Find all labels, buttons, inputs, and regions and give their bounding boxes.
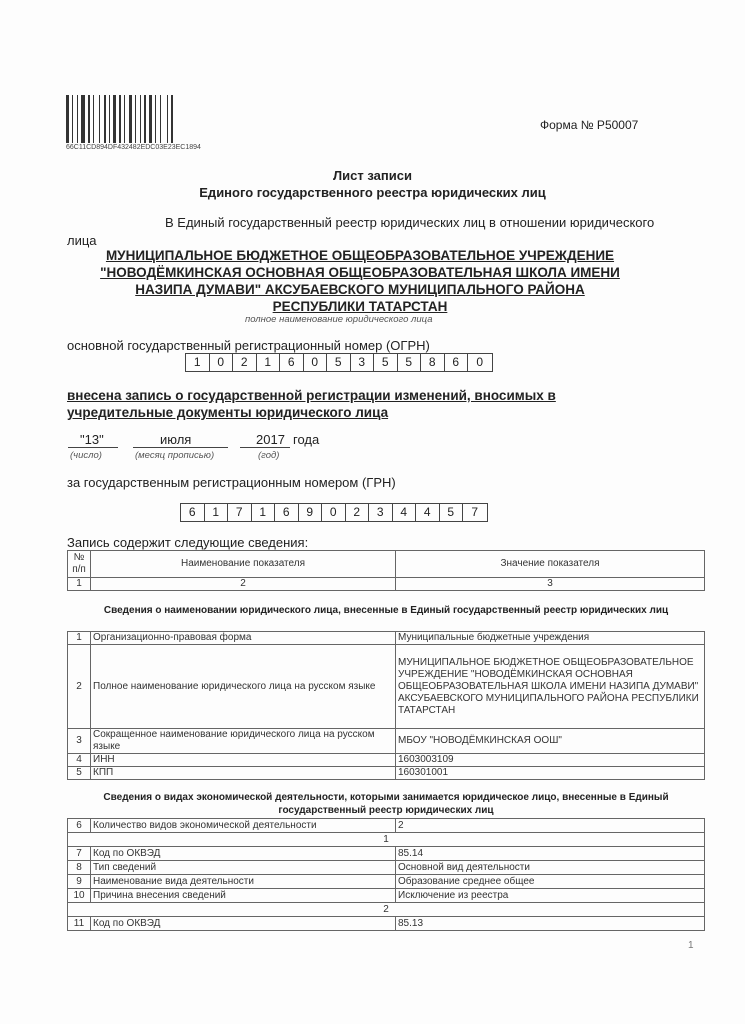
grn-digit: 4	[416, 504, 440, 521]
grn-digit: 4	[393, 504, 417, 521]
row-name: КПП	[91, 767, 396, 780]
row-value: Муниципальные бюджетные учреждения	[396, 632, 705, 645]
barcode-bar	[107, 95, 108, 143]
table-row	[68, 767, 705, 780]
grn-label: за государственным регистрационным номером (ГРН)	[67, 475, 396, 490]
ogrn-digit: 0	[210, 354, 234, 371]
barcode-bar	[74, 95, 76, 143]
barcode-bar	[66, 95, 69, 143]
grn-digit: 7	[228, 504, 252, 521]
row-name: Причина внесения сведений	[91, 889, 396, 903]
date-month-hint: (месяц прописью)	[135, 450, 215, 461]
barcode-bar	[101, 95, 103, 143]
row-number: 6	[68, 819, 91, 833]
col-index: 3	[396, 578, 705, 591]
ogrn-digit: 8	[421, 354, 445, 371]
row-value: Образование среднее общее	[396, 875, 705, 889]
barcode-bar	[174, 95, 177, 143]
table-row	[68, 754, 705, 767]
barcode-bar	[109, 95, 110, 143]
row-value: 2	[396, 819, 705, 833]
doc-subtitle: Единого государственного реестра юридических лиц	[199, 185, 546, 200]
grn-digit: 3	[369, 504, 393, 521]
row-name: Полное наименование юридического лица на русском языке	[91, 645, 396, 729]
ogrn-digit: 3	[351, 354, 375, 371]
barcode-bar	[122, 95, 123, 143]
barcode-bar	[88, 95, 90, 143]
row-name: Код по ОКВЭД	[91, 917, 396, 931]
intro-text: В Единый государственный реестр юридических лиц в отношении юридического	[165, 215, 655, 230]
contains-label: Запись содержит следующие сведения:	[67, 535, 309, 550]
date-suffix: года	[293, 432, 320, 447]
row-value: МУНИЦИПАЛЬНОЕ БЮДЖЕТНОЕ ОБЩЕОБРАЗОВАТЕЛЬНОЕ УЧРЕЖДЕНИЕ "НОВОДЁМКИНСКАЯ ОСНОВНАЯ ОБЩЕОБРАЗОВАТЕЛЬНАЯ ШКОЛА ИМЕНИ НАЗИПА ДУМАВИ" АКСУБАЕВСКОГО МУНИЦИПАЛЬНОГО РАЙОНА РЕСПУБЛИКИ ТАТАРСТАН	[396, 645, 705, 729]
barcode-bar	[140, 95, 141, 143]
col-index: 2	[91, 578, 396, 591]
ogrn-digit: 1	[257, 354, 281, 371]
col-value: Значение показателя	[396, 551, 705, 578]
barcode-bar	[81, 95, 85, 143]
table-row	[68, 861, 705, 875]
row-number: 2	[68, 645, 91, 729]
ogrn-digit: 5	[374, 354, 398, 371]
row-value: Основной вид деятельности	[396, 861, 705, 875]
grn-digit: 1	[205, 504, 229, 521]
date-day-hint: (число)	[70, 450, 102, 461]
doc-title: Лист записи	[333, 168, 412, 183]
ogrn-digit: 2	[233, 354, 257, 371]
name-table	[67, 631, 705, 780]
row-number: 7	[68, 847, 91, 861]
barcode-bar	[93, 95, 94, 143]
row-value: 160301001	[396, 767, 705, 780]
row-number: 11	[68, 917, 91, 931]
barcode-bar	[77, 95, 78, 143]
barcode-text: 66C11CD894DF432482EDC03E23EC1894	[66, 144, 201, 151]
ogrn-digit: 0	[304, 354, 328, 371]
barcode-bar	[104, 95, 106, 143]
barcode	[66, 95, 216, 143]
barcode-bar	[129, 95, 132, 143]
barcode-bar	[167, 95, 168, 143]
table-row	[68, 875, 705, 889]
row-name: Код по ОКВЭД	[91, 847, 396, 861]
row-name: Тип сведений	[91, 861, 396, 875]
entity-name-line: МУНИЦИПАЛЬНОЕ БЮДЖЕТНОЕ ОБЩЕОБРАЗОВАТЕЛЬНОЕ УЧРЕЖДЕНИЕ	[105, 248, 615, 263]
table-row	[68, 632, 705, 645]
barcode-bar	[169, 95, 170, 143]
ogrn-digit: 0	[476, 355, 484, 369]
date-year-hint: (год)	[258, 450, 280, 461]
grn-digit: 9	[299, 504, 323, 521]
barcode-bar	[160, 95, 161, 143]
table-row	[68, 833, 705, 847]
barcode-bar	[171, 95, 173, 143]
barcode-bar	[86, 95, 87, 143]
barcode-bar	[124, 95, 125, 143]
entity-name-hint: полное наименование юридического лица	[245, 314, 433, 325]
barcode-bar	[142, 95, 143, 143]
grn-digit: 7	[471, 505, 479, 519]
section1-title: Сведения о наименовании юридического лица, внесенные в Единый государственный реестр юридических лиц	[103, 605, 669, 616]
ogrn-digit: 5	[327, 354, 351, 371]
row-number: 9	[68, 875, 91, 889]
barcode-bar	[119, 95, 121, 143]
table-row	[68, 819, 705, 833]
row-name: Организационно-правовая форма	[91, 632, 396, 645]
table-row	[68, 889, 705, 903]
row-name: Наименование вида деятельности	[91, 875, 396, 889]
barcode-bar	[137, 95, 139, 143]
row-value: 85.13	[396, 917, 705, 931]
table-row	[68, 645, 705, 729]
row-value: Исключение из реестра	[396, 889, 705, 903]
row-value: 1603003109	[396, 754, 705, 767]
date-month: июля	[160, 432, 192, 447]
section2-title: Сведения о видах экономической деятельности, которыми занимается юридическое лицо, внесенные в Единый государственный реестр юридических лиц	[103, 792, 669, 816]
grn-digit: 6	[181, 504, 205, 521]
grn-digit: 1	[252, 504, 276, 521]
barcode-bar	[135, 95, 136, 143]
barcode-bar	[111, 95, 112, 143]
form-number: Форма № Р50007	[540, 118, 639, 132]
entity-name-line: "НОВОДЁМКИНСКАЯ ОСНОВНАЯ ОБЩЕОБРАЗОВАТЕЛЬНАЯ ШКОЛА ИМЕНИ	[100, 265, 620, 280]
row-number: 4	[68, 754, 91, 767]
barcode-bar	[155, 95, 156, 143]
table-row	[68, 847, 705, 861]
row-name: Сокращенное наименование юридического лица на русском языке	[91, 729, 396, 754]
entity-name-line: РЕСПУБЛИКИ ТАТАРСТАН	[272, 299, 448, 314]
row-number: 5	[68, 767, 91, 780]
row-number: 1	[68, 632, 91, 645]
ogrn-cells	[185, 353, 493, 372]
grn-digit: 0	[322, 504, 346, 521]
grn-digit: 2	[346, 504, 370, 521]
intro-cont: лица	[67, 233, 97, 248]
ogrn-digit: 6	[445, 354, 469, 371]
barcode-bar	[144, 95, 146, 143]
table-row	[68, 729, 705, 754]
barcode-bar	[113, 95, 116, 143]
table-row	[68, 903, 705, 917]
barcode-bar	[79, 95, 80, 143]
barcode-bar	[162, 95, 166, 143]
barcode-bar	[157, 95, 159, 143]
barcode-bar	[117, 95, 118, 143]
row-value: МБОУ "НОВОДЁМКИНСКАЯ ООШ"	[396, 729, 705, 754]
page-number: 1	[688, 940, 694, 951]
row-number: 8	[68, 861, 91, 875]
barcode-bar	[147, 95, 148, 143]
col-name: Наименование показателя	[91, 551, 396, 578]
row-name: Количество видов экономической деятельности	[91, 819, 396, 833]
group-number: 1	[68, 833, 705, 847]
col-no: № п/п	[68, 551, 91, 578]
row-name: ИНН	[91, 754, 396, 767]
barcode-bar	[70, 95, 71, 143]
date-year: 2017	[256, 432, 285, 447]
date-day: "13"	[80, 432, 104, 447]
grn-digit: 6	[275, 504, 299, 521]
col-index: 1	[68, 578, 91, 591]
grn-cells	[180, 503, 488, 522]
ogrn-digit: 5	[398, 354, 422, 371]
barcode-bar	[99, 95, 100, 143]
barcode-bar	[95, 95, 98, 143]
barcode-bar	[91, 95, 92, 143]
header-table	[67, 550, 705, 591]
entity-name-line: НАЗИПА ДУМАВИ" АКСУБАЕВСКОГО МУНИЦИПАЛЬНОГО РАЙОНА	[135, 282, 585, 297]
activity-table	[67, 818, 705, 931]
barcode-bar	[149, 95, 152, 143]
ogrn-label: основной государственный регистрационный номер (ОГРН)	[67, 338, 430, 353]
table-row	[68, 917, 705, 931]
group-number: 2	[68, 903, 705, 917]
grn-digit: 5	[440, 504, 464, 521]
barcode-bar	[126, 95, 128, 143]
row-number: 10	[68, 889, 91, 903]
row-number: 3	[68, 729, 91, 754]
ogrn-digit: 1	[186, 354, 210, 371]
barcode-bar	[133, 95, 134, 143]
barcode-bar	[153, 95, 154, 143]
barcode-bar	[72, 95, 73, 143]
entry-type: внесена запись о государственной регистрации изменений, вносимых в	[67, 388, 556, 403]
row-value: 85.14	[396, 847, 705, 861]
ogrn-digit: 6	[280, 354, 304, 371]
entry-type: учредительные документы юридического лица	[67, 405, 389, 420]
